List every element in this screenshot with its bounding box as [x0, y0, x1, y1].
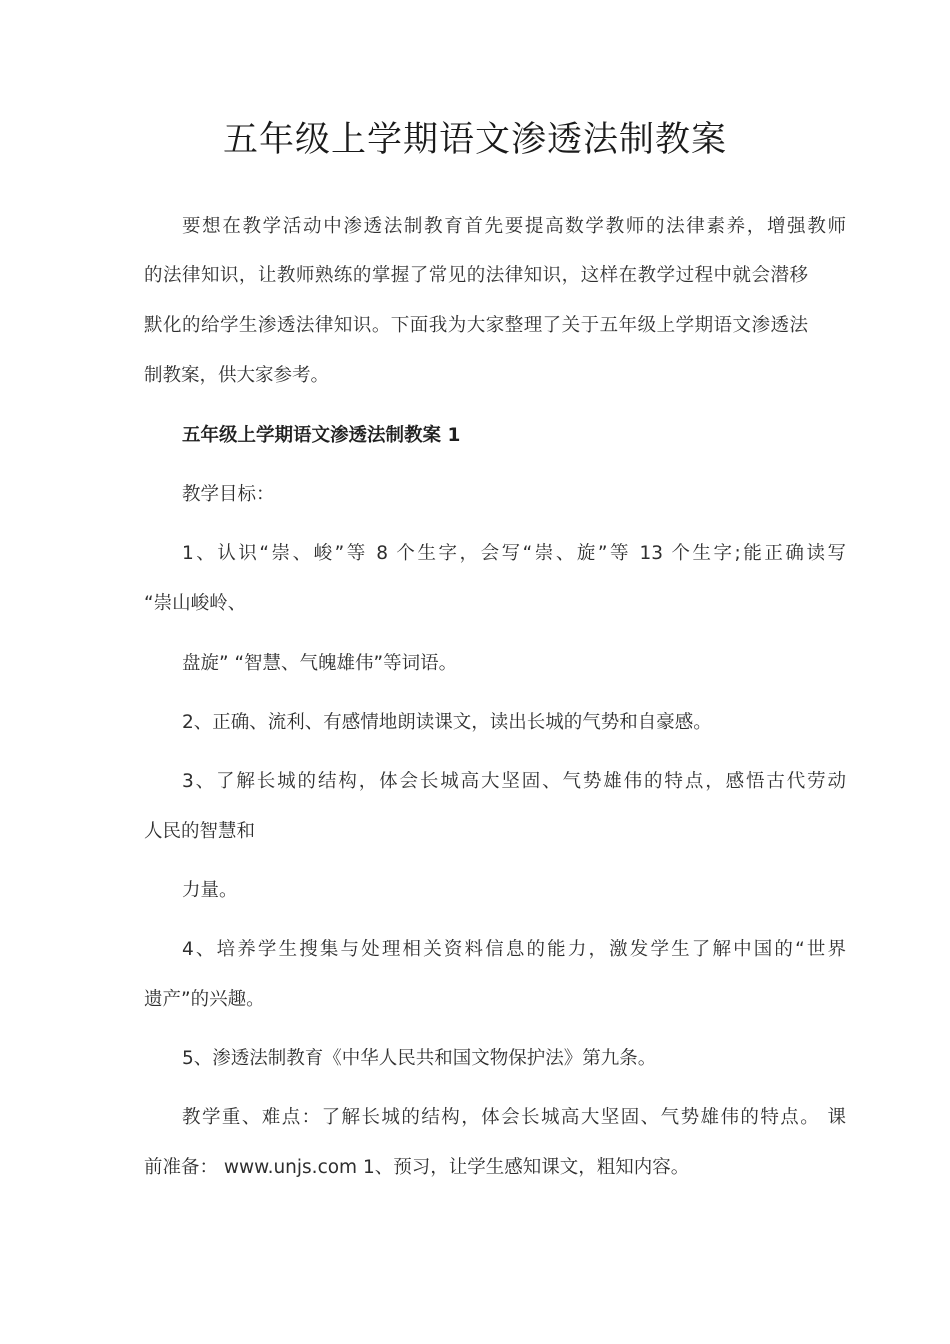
objective-5: 5、渗透法制教育《中华人民共和国文物保护法》第九条。	[182, 1048, 657, 1069]
document-title: 五年级上学期语文渗透法制教案	[222, 120, 727, 160]
objective-1-line-1: 1、认识“崇、峻”等 8 个生字，会写“崇、旋”等 13 个生字;能正确读写	[182, 543, 846, 564]
objective-3-line-1: 3、了解长城的结构，体会长城高大坚固、气势雄伟的特点，感悟古代劳动	[182, 771, 846, 792]
objective-2: 2、正确、流利、有感情地朗读课文，读出长城的气势和自豪感。	[182, 712, 712, 733]
key-points-line-2: 前准备： www.unjs.com 1、预习，让学生感知课文，粗知内容。	[144, 1157, 690, 1178]
section-heading: 五年级上学期语文渗透法制教案 1	[182, 425, 461, 446]
intro-line-3: 默化的给学生渗透法律知识。下面我为大家整理了关于五年级上学期语文渗透法	[144, 315, 808, 336]
objective-3-line-3: 力量。	[182, 880, 238, 901]
intro-line-4: 制教案，供大家参考。	[144, 365, 330, 386]
objective-3-line-2: 人民的智慧和	[144, 821, 256, 842]
intro-line-2: 的法律知识，让教师熟练的掌握了常见的法律知识，这样在教学过程中就会潜移	[144, 265, 808, 286]
objective-4-line-1: 4、培养学生搜集与处理相关资料信息的能力，激发学生了解中国的“世界	[182, 939, 846, 960]
objectives-label: 教学目标：	[182, 484, 275, 505]
key-points-line-1: 教学重、难点：了解长城的结构，体会长城高大坚固、气势雄伟的特点。 课	[182, 1107, 846, 1128]
objective-1-line-2: “崇山峻岭、	[144, 593, 247, 614]
objective-4-line-2: 遗产”的兴趣。	[144, 989, 265, 1010]
intro-line-1: 要想在教学活动中渗透法制教育首先要提高数学教师的法律素养，增强教师	[182, 216, 846, 237]
objective-1-line-3: 盘旋” “智慧、气魄雄伟”等词语。	[182, 653, 458, 674]
